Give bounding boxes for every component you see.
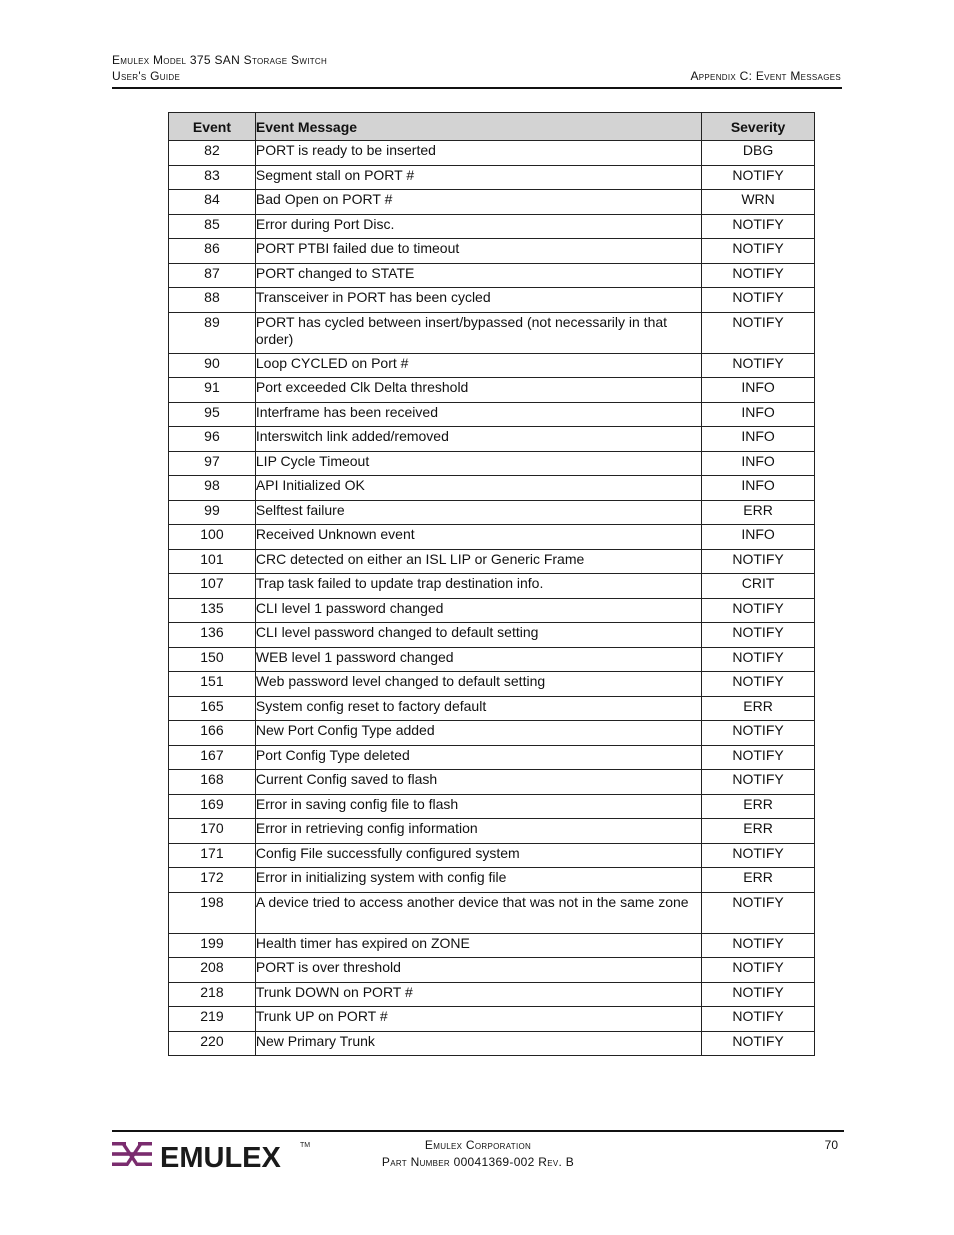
table-row <box>169 402 815 427</box>
message-cell: Health timer has expired on ZONE <box>255 933 701 958</box>
table-row <box>169 623 815 648</box>
event-cell: 86 <box>169 239 256 264</box>
event-cell: 101 <box>169 549 256 574</box>
table-row <box>169 745 815 770</box>
severity-cell: NOTIFY <box>702 312 815 353</box>
message-cell: Error in initializing system with config file <box>255 868 701 893</box>
event-cell: 83 <box>169 165 256 190</box>
event-cell: 82 <box>169 141 256 166</box>
message-cell: Trunk UP on PORT # <box>255 1007 701 1032</box>
message-cell: Interswitch link added/removed <box>255 427 701 452</box>
severity-cell: INFO <box>702 402 815 427</box>
event-cell: 107 <box>169 574 256 599</box>
message-cell: PORT is ready to be inserted <box>255 141 701 166</box>
table-row <box>169 476 815 501</box>
message-cell: Segment stall on PORT # <box>255 165 701 190</box>
event-cell: 168 <box>169 770 256 795</box>
severity-cell: NOTIFY <box>702 239 815 264</box>
table-header-row <box>169 113 815 141</box>
severity-cell: INFO <box>702 476 815 501</box>
header-rule <box>112 87 842 89</box>
severity-cell: NOTIFY <box>702 598 815 623</box>
severity-cell: NOTIFY <box>702 721 815 746</box>
event-cell: 98 <box>169 476 256 501</box>
severity-cell: ERR <box>702 696 815 721</box>
message-cell: A device tried to access another device that was not in the same zone <box>255 892 701 933</box>
event-cell: 87 <box>169 263 256 288</box>
emulex-logo <box>112 1137 312 1171</box>
severity-cell: ERR <box>702 819 815 844</box>
severity-cell: NOTIFY <box>702 982 815 1007</box>
event-cell: 95 <box>169 402 256 427</box>
column-header-event: Event <box>169 113 256 141</box>
table-row <box>169 1007 815 1032</box>
message-cell: Error during Port Disc. <box>255 214 701 239</box>
page-number: 70 <box>824 1138 838 1152</box>
message-cell: Port exceeded Clk Delta threshold <box>255 378 701 403</box>
event-cell: 199 <box>169 933 256 958</box>
column-header-message: Event Message <box>255 113 701 141</box>
emulex-logo-icon <box>112 1142 152 1166</box>
table-row <box>169 843 815 868</box>
event-cell: 89 <box>169 312 256 353</box>
event-cell: 218 <box>169 982 256 1007</box>
section-title: Appendix C: Event Messages <box>690 69 841 83</box>
table-row <box>169 933 815 958</box>
table-row <box>169 263 815 288</box>
table-row <box>169 378 815 403</box>
event-cell: 150 <box>169 647 256 672</box>
message-cell: Transceiver in PORT has been cycled <box>255 288 701 313</box>
message-cell: Config File successfully configured system <box>255 843 701 868</box>
event-cell: 198 <box>169 892 256 933</box>
severity-cell: NOTIFY <box>702 892 815 933</box>
event-cell: 96 <box>169 427 256 452</box>
table-row <box>169 312 815 353</box>
table-row <box>169 647 815 672</box>
event-cell: 100 <box>169 525 256 550</box>
footer-rule <box>112 1130 844 1132</box>
table-row <box>169 165 815 190</box>
severity-cell: NOTIFY <box>702 843 815 868</box>
event-cell: 85 <box>169 214 256 239</box>
severity-cell: NOTIFY <box>702 958 815 983</box>
message-cell: PORT has cycled between insert/bypassed (not necessarily in that order) <box>255 312 701 353</box>
event-cell: 88 <box>169 288 256 313</box>
event-cell: 169 <box>169 794 256 819</box>
table-row <box>169 427 815 452</box>
severity-cell: ERR <box>702 868 815 893</box>
message-cell: System config reset to factory default <box>255 696 701 721</box>
severity-cell: NOTIFY <box>702 263 815 288</box>
event-cell: 166 <box>169 721 256 746</box>
event-cell: 151 <box>169 672 256 697</box>
event-cell: 170 <box>169 819 256 844</box>
message-cell: Trunk DOWN on PORT # <box>255 982 701 1007</box>
table-row <box>169 1031 815 1056</box>
document-title: Emulex Model 375 SAN Storage Switch <box>112 53 328 67</box>
table-row <box>169 288 815 313</box>
event-cell: 99 <box>169 500 256 525</box>
event-cell: 171 <box>169 843 256 868</box>
event-cell: 172 <box>169 868 256 893</box>
message-cell: Error in saving config file to flash <box>255 794 701 819</box>
message-cell: Trap task failed to update trap destination info. <box>255 574 701 599</box>
message-cell: WEB level 1 password changed <box>255 647 701 672</box>
column-header-severity: Severity <box>702 113 815 141</box>
footer-center <box>330 1137 626 1171</box>
message-cell: PORT PTBI failed due to timeout <box>255 239 701 264</box>
event-cell: 91 <box>169 378 256 403</box>
table-row <box>169 819 815 844</box>
event-cell: 219 <box>169 1007 256 1032</box>
severity-cell: INFO <box>702 451 815 476</box>
document-subtitle: User's Guide <box>112 69 181 83</box>
message-cell: Received Unknown event <box>255 525 701 550</box>
message-cell: Error in retrieving config information <box>255 819 701 844</box>
event-cell: 136 <box>169 623 256 648</box>
severity-cell: ERR <box>702 500 815 525</box>
severity-cell: INFO <box>702 525 815 550</box>
table-row <box>169 525 815 550</box>
message-cell: Selftest failure <box>255 500 701 525</box>
event-cell: 135 <box>169 598 256 623</box>
message-cell: Port Config Type deleted <box>255 745 701 770</box>
table-row <box>169 190 815 215</box>
table-row <box>169 982 815 1007</box>
severity-cell: NOTIFY <box>702 288 815 313</box>
event-messages-table <box>168 112 815 1056</box>
table-row <box>169 214 815 239</box>
table-row <box>169 141 815 166</box>
event-cell: 90 <box>169 353 256 378</box>
table-row <box>169 794 815 819</box>
message-cell: API Initialized OK <box>255 476 701 501</box>
table-row <box>169 696 815 721</box>
severity-cell: NOTIFY <box>702 672 815 697</box>
severity-cell: CRIT <box>702 574 815 599</box>
event-cell: 84 <box>169 190 256 215</box>
table-row <box>169 958 815 983</box>
severity-cell: DBG <box>702 141 815 166</box>
severity-cell: NOTIFY <box>702 933 815 958</box>
part-number: Part Number 00041369-002 Rev. B <box>381 1155 575 1169</box>
message-cell: PORT is over threshold <box>255 958 701 983</box>
event-cell: 220 <box>169 1031 256 1056</box>
table-row <box>169 770 815 795</box>
table-row <box>169 868 815 893</box>
severity-cell: NOTIFY <box>702 770 815 795</box>
severity-cell: NOTIFY <box>702 214 815 239</box>
company-name: Emulex Corporation <box>424 1138 532 1152</box>
emulex-logo-wordmark: EMULEX <box>160 1142 281 1171</box>
severity-cell: NOTIFY <box>702 353 815 378</box>
severity-cell: NOTIFY <box>702 1007 815 1032</box>
severity-cell: NOTIFY <box>702 549 815 574</box>
table-row <box>169 672 815 697</box>
table-row <box>169 451 815 476</box>
message-cell: Bad Open on PORT # <box>255 190 701 215</box>
table-row <box>169 574 815 599</box>
message-cell: Interframe has been received <box>255 402 701 427</box>
severity-cell: WRN <box>702 190 815 215</box>
table-row <box>169 721 815 746</box>
severity-cell: NOTIFY <box>702 623 815 648</box>
severity-cell: NOTIFY <box>702 165 815 190</box>
table-body <box>169 141 815 1056</box>
severity-cell: INFO <box>702 427 815 452</box>
event-cell: 167 <box>169 745 256 770</box>
table-row <box>169 892 815 933</box>
message-cell: New Primary Trunk <box>255 1031 701 1056</box>
event-cell: 165 <box>169 696 256 721</box>
severity-cell: ERR <box>702 794 815 819</box>
event-cell: 208 <box>169 958 256 983</box>
table-row <box>169 500 815 525</box>
severity-cell: NOTIFY <box>702 745 815 770</box>
message-cell: Web password level changed to default setting <box>255 672 701 697</box>
message-cell: LIP Cycle Timeout <box>255 451 701 476</box>
message-cell: Loop CYCLED on Port # <box>255 353 701 378</box>
severity-cell: NOTIFY <box>702 647 815 672</box>
message-cell: CRC detected on either an ISL LIP or Generic Frame <box>255 549 701 574</box>
message-cell: CLI level 1 password changed <box>255 598 701 623</box>
message-cell: PORT changed to STATE <box>255 263 701 288</box>
message-cell: CLI level password changed to default setting <box>255 623 701 648</box>
running-header-left <box>112 52 327 84</box>
trademark-mark: TM <box>300 1142 311 1149</box>
table-row <box>169 549 815 574</box>
event-cell: 97 <box>169 451 256 476</box>
table-row <box>169 353 815 378</box>
message-cell: New Port Config Type added <box>255 721 701 746</box>
message-cell: Current Config saved to flash <box>255 770 701 795</box>
table-row <box>169 598 815 623</box>
severity-cell: NOTIFY <box>702 1031 815 1056</box>
severity-cell: INFO <box>702 378 815 403</box>
table-row <box>169 239 815 264</box>
